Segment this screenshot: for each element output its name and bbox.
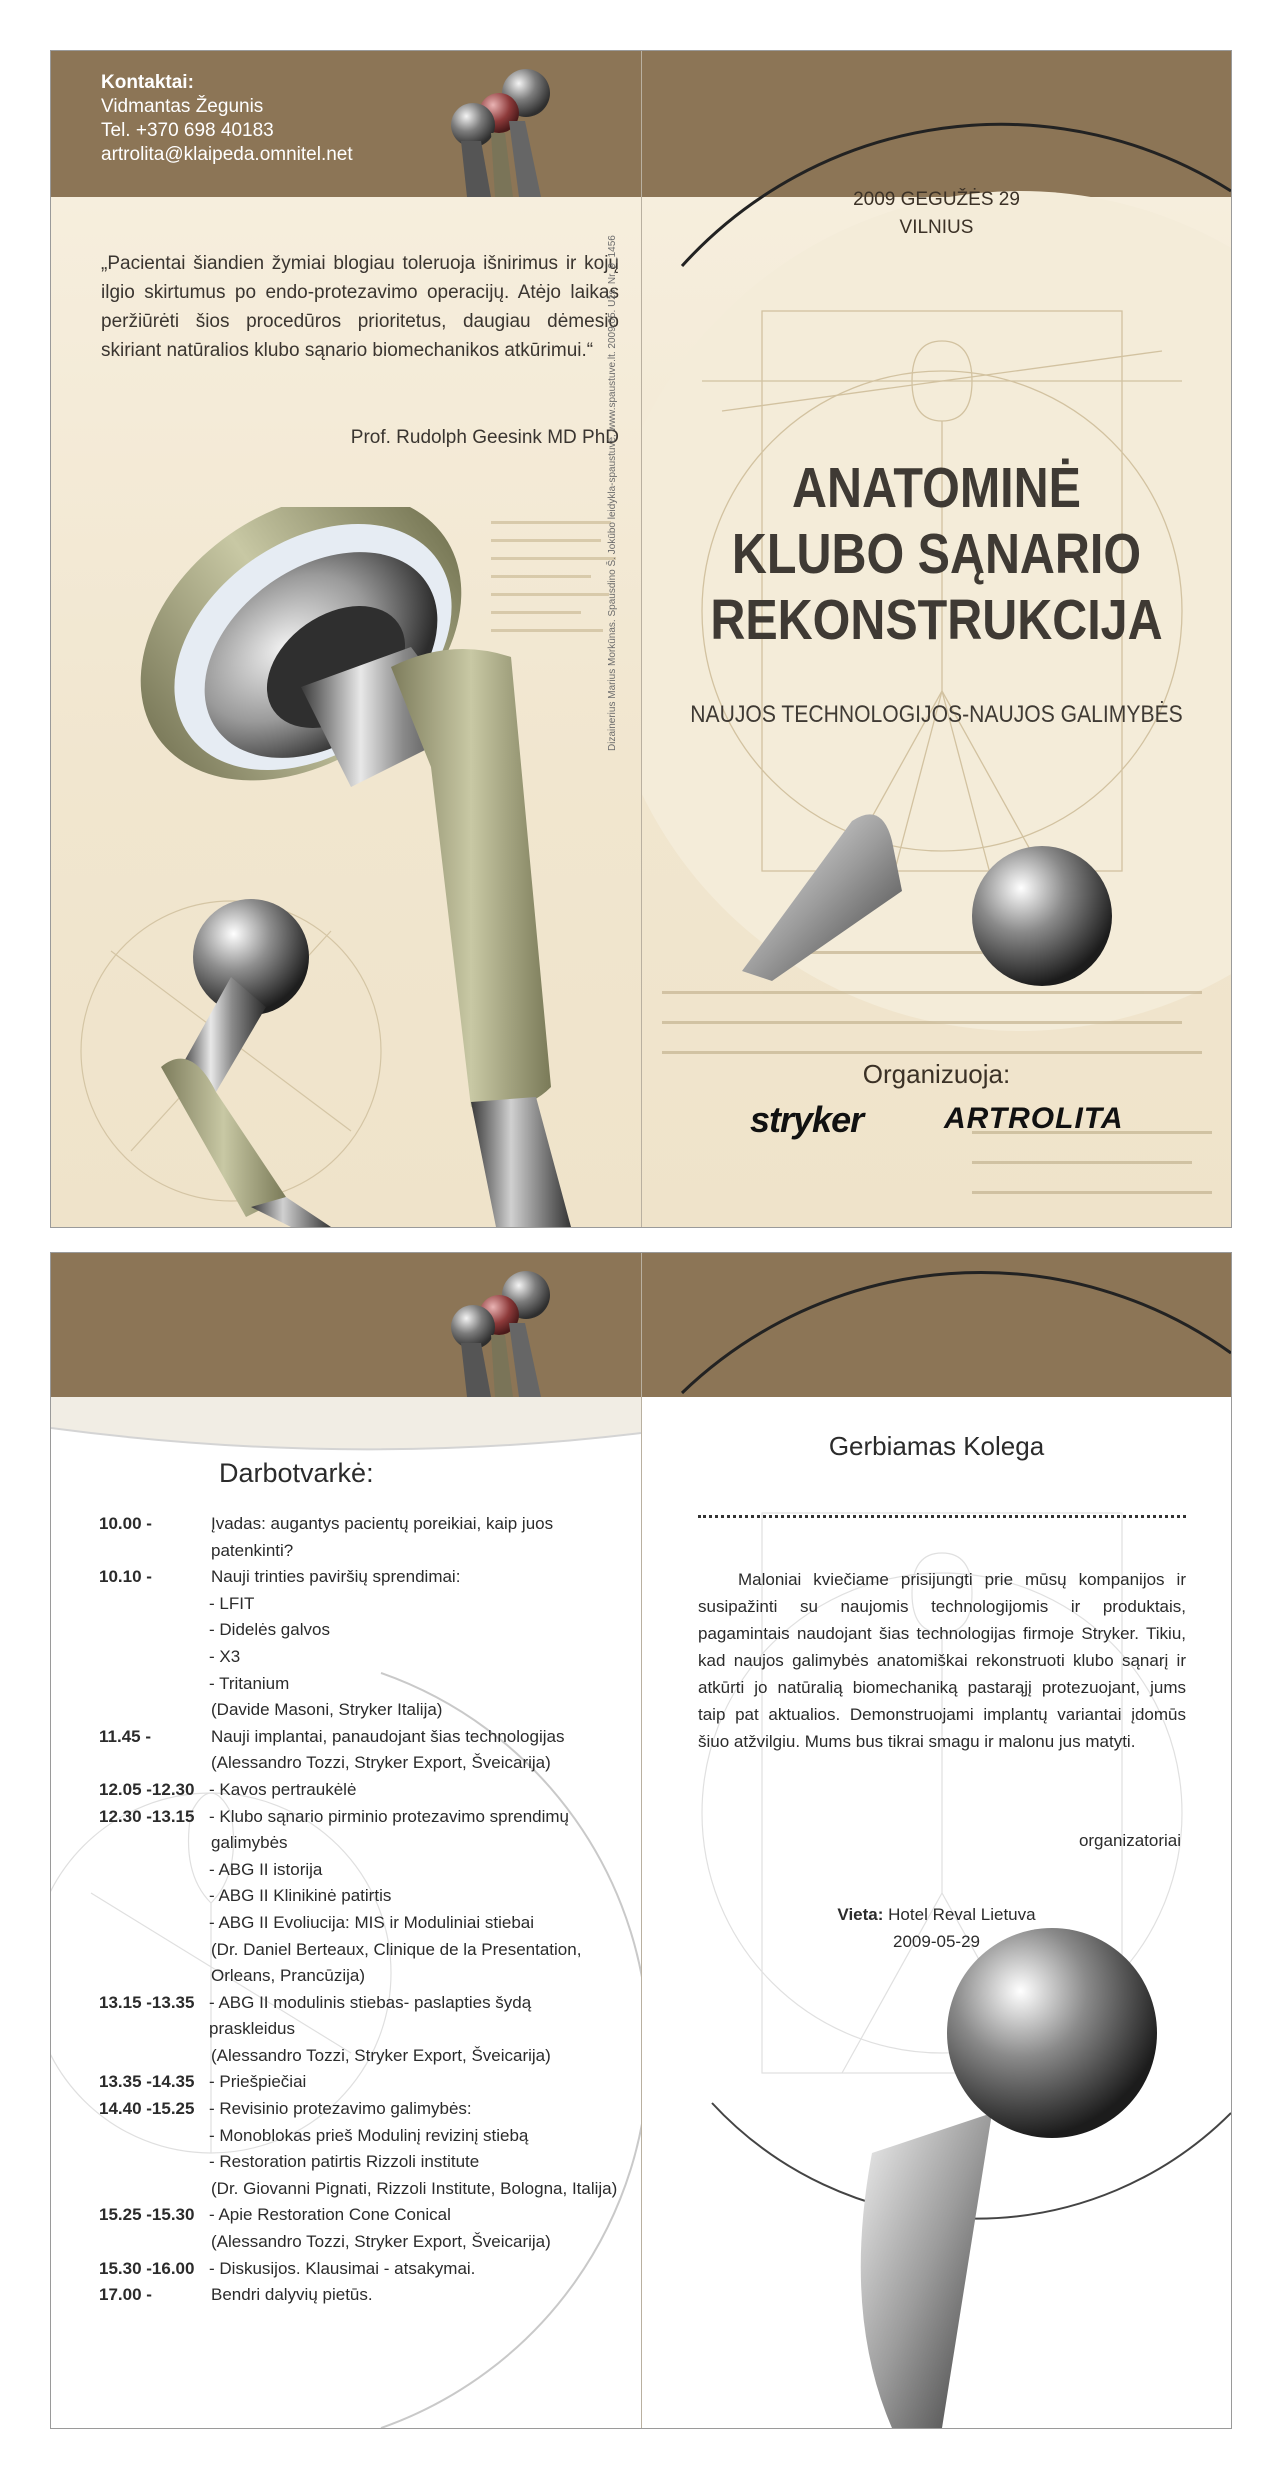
- implant-icon-header-inside: [421, 1253, 581, 1397]
- agenda-row: [99, 1830, 619, 1857]
- agenda-row: [99, 2069, 619, 2096]
- agenda-item: - Kavos pertraukėlė: [209, 1779, 357, 1799]
- contact-email: artrolita@klaipeda.omnitel.net: [101, 144, 353, 165]
- agenda-item: - Diskusijos. Klausimai - atsakymai.: [209, 2258, 476, 2278]
- agenda-row: [99, 1591, 619, 1618]
- venue-name: Hotel Reval Lietuva: [888, 1905, 1036, 1924]
- agenda-item: - Restoration patirtis Rizzoli institute: [209, 2152, 480, 2172]
- agenda-time: 15.25 -15.30: [99, 2205, 195, 2225]
- title-line-1: ANATOMINĖ: [792, 456, 1081, 520]
- agenda-row: [99, 1777, 619, 1804]
- agenda-item: - Apie Restoration Cone Conical: [209, 2205, 451, 2225]
- contact-block: [101, 71, 353, 167]
- agenda-item: (Alessandro Tozzi, Stryker Export, Šveicarija): [211, 1753, 551, 1773]
- agenda-time: 17.00 -: [99, 2285, 152, 2305]
- agenda-row: [99, 1937, 619, 1964]
- agenda-item: - ABG II Klinikinė patirtis: [209, 1886, 392, 1906]
- agenda-time: 11.45 -: [99, 1726, 151, 1746]
- agenda-row: [99, 1724, 619, 1751]
- agenda-item: patenkinti?: [211, 1540, 294, 1560]
- invitation-panel: [642, 1253, 1231, 2428]
- agenda-row: [99, 2282, 619, 2309]
- agenda-row: [99, 2123, 619, 2150]
- agenda-time: 12.30 -13.15: [99, 1806, 195, 1826]
- brochure-inside-spread: [50, 1252, 1232, 2429]
- contact-heading: Kontaktai:: [101, 72, 194, 93]
- name-dotted-line: [698, 1515, 1186, 1518]
- agenda-item: galimybės: [211, 1833, 288, 1853]
- event-date: 2009 GEGUŽĖS 29: [853, 189, 1020, 210]
- agenda-time: 13.15 -13.35: [99, 1992, 195, 2012]
- agenda-item: - Tritanium: [209, 1673, 290, 1693]
- agenda-row: [99, 1990, 619, 2043]
- greeting: Gerbiamas Kolega: [828, 1431, 1045, 1461]
- stryker-logo: stryker: [750, 1099, 864, 1140]
- agenda-row: [99, 2043, 619, 2070]
- organizer-label: Organizuoja:: [862, 1059, 1011, 1089]
- agenda-row: [99, 1538, 619, 1565]
- brochure-cover-spread: [50, 50, 1232, 1228]
- contact-name: Vidmantas Žegunis: [101, 96, 264, 117]
- agenda-row: [99, 1564, 619, 1591]
- cover-right-panel: [642, 51, 1231, 1227]
- venue-date: 2009-05-29: [893, 1932, 980, 1951]
- agenda-row: [99, 2229, 619, 2256]
- implant-icon-header: [421, 51, 581, 197]
- agenda-title: Darbotvarkė:: [219, 1458, 374, 1488]
- agenda-item: (Dr. Daniel Berteaux, Clinique de la Presentation,: [211, 1939, 582, 1959]
- agenda-time: 15.30 -16.00: [99, 2258, 195, 2278]
- agenda-item: - Priešpiečiai: [209, 2072, 307, 2092]
- agenda-row: [99, 2176, 619, 2203]
- agenda-item: - ABG II istorija: [209, 1859, 323, 1879]
- agenda-item: - X3: [209, 1646, 241, 1666]
- agenda-item: - ABG II Evoliucija: MIS ir Moduliniai stiebai: [209, 1912, 535, 1932]
- agenda-row: [99, 2256, 619, 2283]
- agenda-row: [99, 1671, 619, 1698]
- agenda-time: 12.05 -12.30: [99, 1779, 195, 1799]
- signature: organizatoriai: [1078, 1831, 1181, 1850]
- agenda-row: [99, 2202, 619, 2229]
- event-subtitle: NAUJOS TECHNOLOGIJOS-NAUJOS GALIMYBĖS: [690, 701, 1183, 728]
- print-credit: [607, 731, 618, 751]
- artrolita-logo: ARTROLITA: [944, 1102, 1124, 1135]
- agenda-row: [99, 1697, 619, 1724]
- agenda-item: - Klubo sąnario pirminio protezavimo sprendimų: [209, 1806, 569, 1826]
- agenda-list: [99, 1511, 619, 2309]
- agenda-row: [99, 1910, 619, 1937]
- agenda-panel: [51, 1253, 641, 2428]
- agenda-item: - Monoblokas prieš Modulinį revizinį stiebą: [209, 2125, 529, 2145]
- agenda-row: [99, 1857, 619, 1884]
- agenda-item: (Alessandro Tozzi, Stryker Export, Šveicarija): [211, 2232, 551, 2252]
- event-city: VILNIUS: [899, 217, 974, 238]
- agenda-item: (Davide Masoni, Stryker Italija): [211, 1700, 443, 1720]
- cover-left-panel: [51, 51, 641, 1227]
- invitation-body-text: Maloniai kviečiame prisijungti prie mūsų kompanijos ir susipažinti su naujomis technologijomis ir produktais, pagamintais naudojant šias technologijas firmoje Stryker. Tikiu, kad naujos galimybės anatomiškai rekonstruoti klubo sąnarį ir atkūrti jo natūralią biomechaniką pastarąjį protezuojant, jums taip pat aktualios. Demonstruojami implantų variantai įdomūs šiuo atžvilgiu. Mums bus tikrai smagu ir malonu jus matyti.: [698, 1570, 1186, 1751]
- agenda-item: - Revisinio protezavimo galimybės:: [209, 2099, 472, 2119]
- agenda-row: [99, 1750, 619, 1777]
- agenda-row: [99, 2149, 619, 2176]
- agenda-item: Bendri dalyvių pietūs.: [211, 2285, 373, 2305]
- agenda-row: [99, 2096, 619, 2123]
- agenda-row: [99, 1617, 619, 1644]
- quote-text: „Pacientai šiandien žymiai blogiau toleruoja išnirimus ir kojų ilgio skirtumus po endo-protezavimo operacijų. Atėjo laikas peržiūrėti šios procedūros prioritetus, daugiau dėmesio skiriant natūralios klubo sąnario biomechanikos atkūrimui.“: [101, 253, 619, 361]
- agenda-row: [99, 1804, 619, 1831]
- agenda-item: Orleans, Prancūzija): [211, 1966, 366, 1986]
- agenda-row: [99, 1963, 619, 1990]
- contact-phone: Tel. +370 698 40183: [101, 120, 274, 141]
- agenda-item: - Didelės galvos: [209, 1620, 330, 1640]
- agenda-row: [99, 1511, 619, 1538]
- agenda-time: 14.40 -15.25: [99, 2099, 195, 2119]
- title-line-3: REKONSTRUKCIJA: [710, 588, 1163, 652]
- quote-author: Prof. Rudolph Geesink MD PhD: [350, 427, 619, 448]
- hip-implant-illustration: [51, 507, 641, 1227]
- agenda-item: - LFIT: [209, 1593, 255, 1613]
- agenda-row: [99, 1644, 619, 1671]
- agenda-item: Įvadas: augantys pacientų poreikiai, kaip juos: [211, 1514, 554, 1533]
- venue-block: [642, 1901, 1231, 1955]
- agenda-time: 13.35 -14.35: [99, 2072, 195, 2092]
- invitation-body: [698, 1566, 1186, 1755]
- agenda-item: Nauji trinties paviršių sprendimai:: [211, 1567, 461, 1587]
- title-line-2: KLUBO SĄNARIO: [731, 522, 1142, 586]
- agenda-item: (Alessandro Tozzi, Stryker Export, Šveicarija): [211, 2045, 551, 2065]
- agenda-time: 10.10 -: [99, 1567, 152, 1587]
- agenda-item: - ABG II modulinis stiebas- paslapties šydą praskleidus: [209, 1992, 532, 2039]
- agenda-item: Nauji implantai, panaudojant šias technologijas: [211, 1726, 565, 1746]
- agenda-row: [99, 1883, 619, 1910]
- venue-label: Vieta:: [837, 1905, 884, 1924]
- agenda-item: (Dr. Giovanni Pignati, Rizzoli Institute, Bologna, Italija): [211, 2178, 618, 2198]
- agenda-time: 10.00 -: [99, 1514, 152, 1533]
